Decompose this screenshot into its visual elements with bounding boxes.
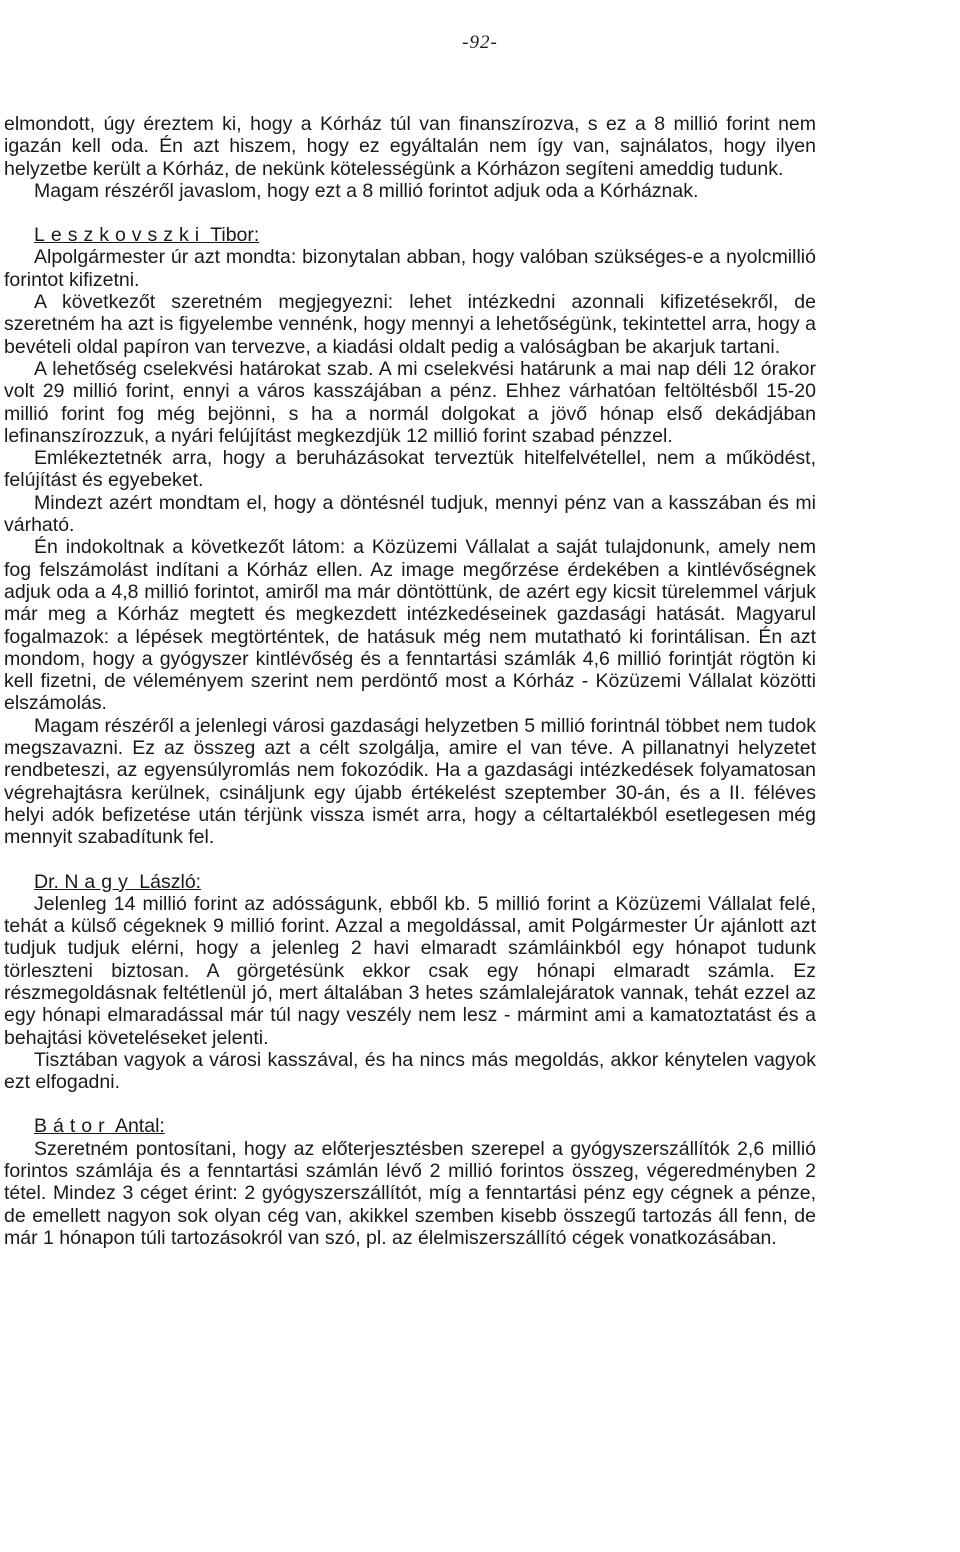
speaker-given-name: Tibor:	[205, 224, 260, 247]
page-number: -92-	[462, 32, 498, 53]
paragraph: Mindezt azért mondtam el, hogy a döntésnél tudjuk, mennyi pénz van a kasszában és mi várható.	[4, 491, 816, 537]
paragraph: Alpolgármester úr azt mondta: bizonytalan abban, hogy valóban szükséges-e a nyolcmillió forintot kifizetni.	[4, 246, 816, 291]
speaker-heading	[4, 224, 816, 246]
paragraph: Tisztában vagyok a városi kasszával, és ha nincs más megoldás, akkor kénytelen vagyok ezt elfogadni.	[4, 1048, 816, 1094]
paragraph: elmondott, úgy éreztem ki, hogy a Kórház túl van finanszírozva, s ez a 8 millió forint nem igazán kell oda. Én azt hiszem, hogy ez egyáltalán nem így van, sajnálatos, hogy ilyen helyzetbe került a Kórház, de nekünk kötelességünk a Kórházon segíteni ameddig tudunk.	[4, 113, 816, 180]
speaker-heading	[4, 1115, 816, 1137]
spacer	[4, 202, 816, 224]
spacer	[4, 849, 816, 871]
paragraph: Én indokoltnak a következőt látom: a Közüzemi Vállalat a saját tulajdonunk, amely nem fog felszámolást indítani a Kórház ellen. Az image megőrzése érdekében a kintlévőségnek adjuk oda a 4,8 millió forintot, amiről ma már döntöttünk, de azért egy kicsit türelemmel várjuk már meg a Kórház megtett és megkezdett intézkedéseinek gazdasági hatását. Magyarul fogalmazok: a lépések megtörténtek, de hatásuk még nem mutatható ki forintálisan. Én azt mondom, hogy a gyógyszer kintlévőség és a fenntartási számlák 4,6 millió forintját rögtön ki kell fizetni, de véleményem szerint nem perdöntő most a Kórház - Közüzemi Vállalat közötti elszámolás.	[4, 536, 816, 715]
speaker-given-name: Antal:	[110, 1115, 165, 1138]
speaker-surname: Bátor	[34, 1115, 111, 1138]
paragraph: Magam részéről a jelenlegi városi gazdasági helyzetben 5 millió forintnál többet nem tudok megszavazni. Ez az összeg azt a célt szolgálja, amire el van téve. A pillanatnyi helyzetet rendbeteszi, az egyensúlyromlás nem fokozódik. Ha a gazdasági intézkedések folyamatosan végrehajtásra kerülnek, csináljunk egy újabb értékelést szeptember 30-án, és a II. féléves helyi adók befizetése után térjünk vissza ismét arra, hogy a céltartalékból esetlegesen még mennyit szabadítunk fel.	[4, 714, 816, 849]
paragraph: Magam részéről javaslom, hogy ezt a 8 millió forintot adjuk oda a Kórháznak.	[34, 179, 699, 202]
paragraph: Szeretném pontosítani, hogy az előterjesztésben szerepel a gyógyszerszállítók 2,6 millió forintos számlája és a fenntartási számlán lévő 2 millió forintos összeg, végeredményben 2 tétel. Mindez 3 céget érint: 2 gyógyszerszállítót, míg a fenntartási pénz egy cégnek a pénze, de emellett nagyon sok olyan cég van, akikkel szemben kisebb összegű tartozás áll fenn, de már 1 hónapon túli tartozásokról van szó, pl. az élelmiszerszállító cégek vonatkozásában.	[4, 1137, 816, 1249]
speaker-heading	[4, 871, 816, 893]
document-body	[4, 113, 816, 1249]
spacer	[4, 1093, 816, 1115]
paragraph: A lehetőség cselekvési határokat szab. A mi cselekvési határunk a mai nap déli 12 órakor volt 29 millió forint, ennyi a város kasszájában a pénz. Ehhez várhatóan feltöltésből 15-20 millió forint fog még bejönni, s ha a normál dolgokat a jövő hónap első dekádjában lefinanszírozzuk, a nyári felújítást megkezdjük 12 millió forint szabad pénzzel.	[4, 357, 816, 447]
speaker-given-name: László:	[133, 870, 202, 893]
speaker-surname: Nagy	[64, 870, 134, 893]
paragraph: Emlékeztetnék arra, hogy a beruházásokat terveztük hitelfelvétellel, nem a működést, felújítást és egyebeket.	[4, 447, 816, 492]
paragraph: A következőt szeretném megjegyezni: lehet intézkedni azonnali kifizetésekről, de szeretném ha azt is figyelembe vennénk, hogy mennyi a lehetőségünk, tekintettel arra, hogy a bevételi oldal papíron van tervezve, a kiadási oldalt pedig a valóságban be akarjuk tartani.	[4, 291, 816, 358]
speaker-title: Dr.	[34, 870, 65, 893]
paragraph: Jelenleg 14 millió forint az adósságunk, ebből kb. 5 millió forint a Közüzemi Vállalat felé, tehát a külső cégeknek 9 millió forint. Azzal a megoldással, amit Polgármester Úr ajánlott azt tudjuk tudjuk elérni, hogy a jelenleg 2 havi elmaradt számláinkból egy hónapot tudunk törleszteni biztosan. A görgetésünk ekkor csak egy hónapi elmaradt számla. Ez részmegoldásnak feltétlenül jó, mert általában 3 hetes számlalejáratok vannak, tehát ezzel az egy hónapi elmaradással már túl nagy veszély nem lesz - mármint ami a kamatoztatást és a behajtási követeléseket jelenti.	[4, 892, 816, 1049]
speaker-surname: Leszkovszki	[34, 224, 206, 247]
